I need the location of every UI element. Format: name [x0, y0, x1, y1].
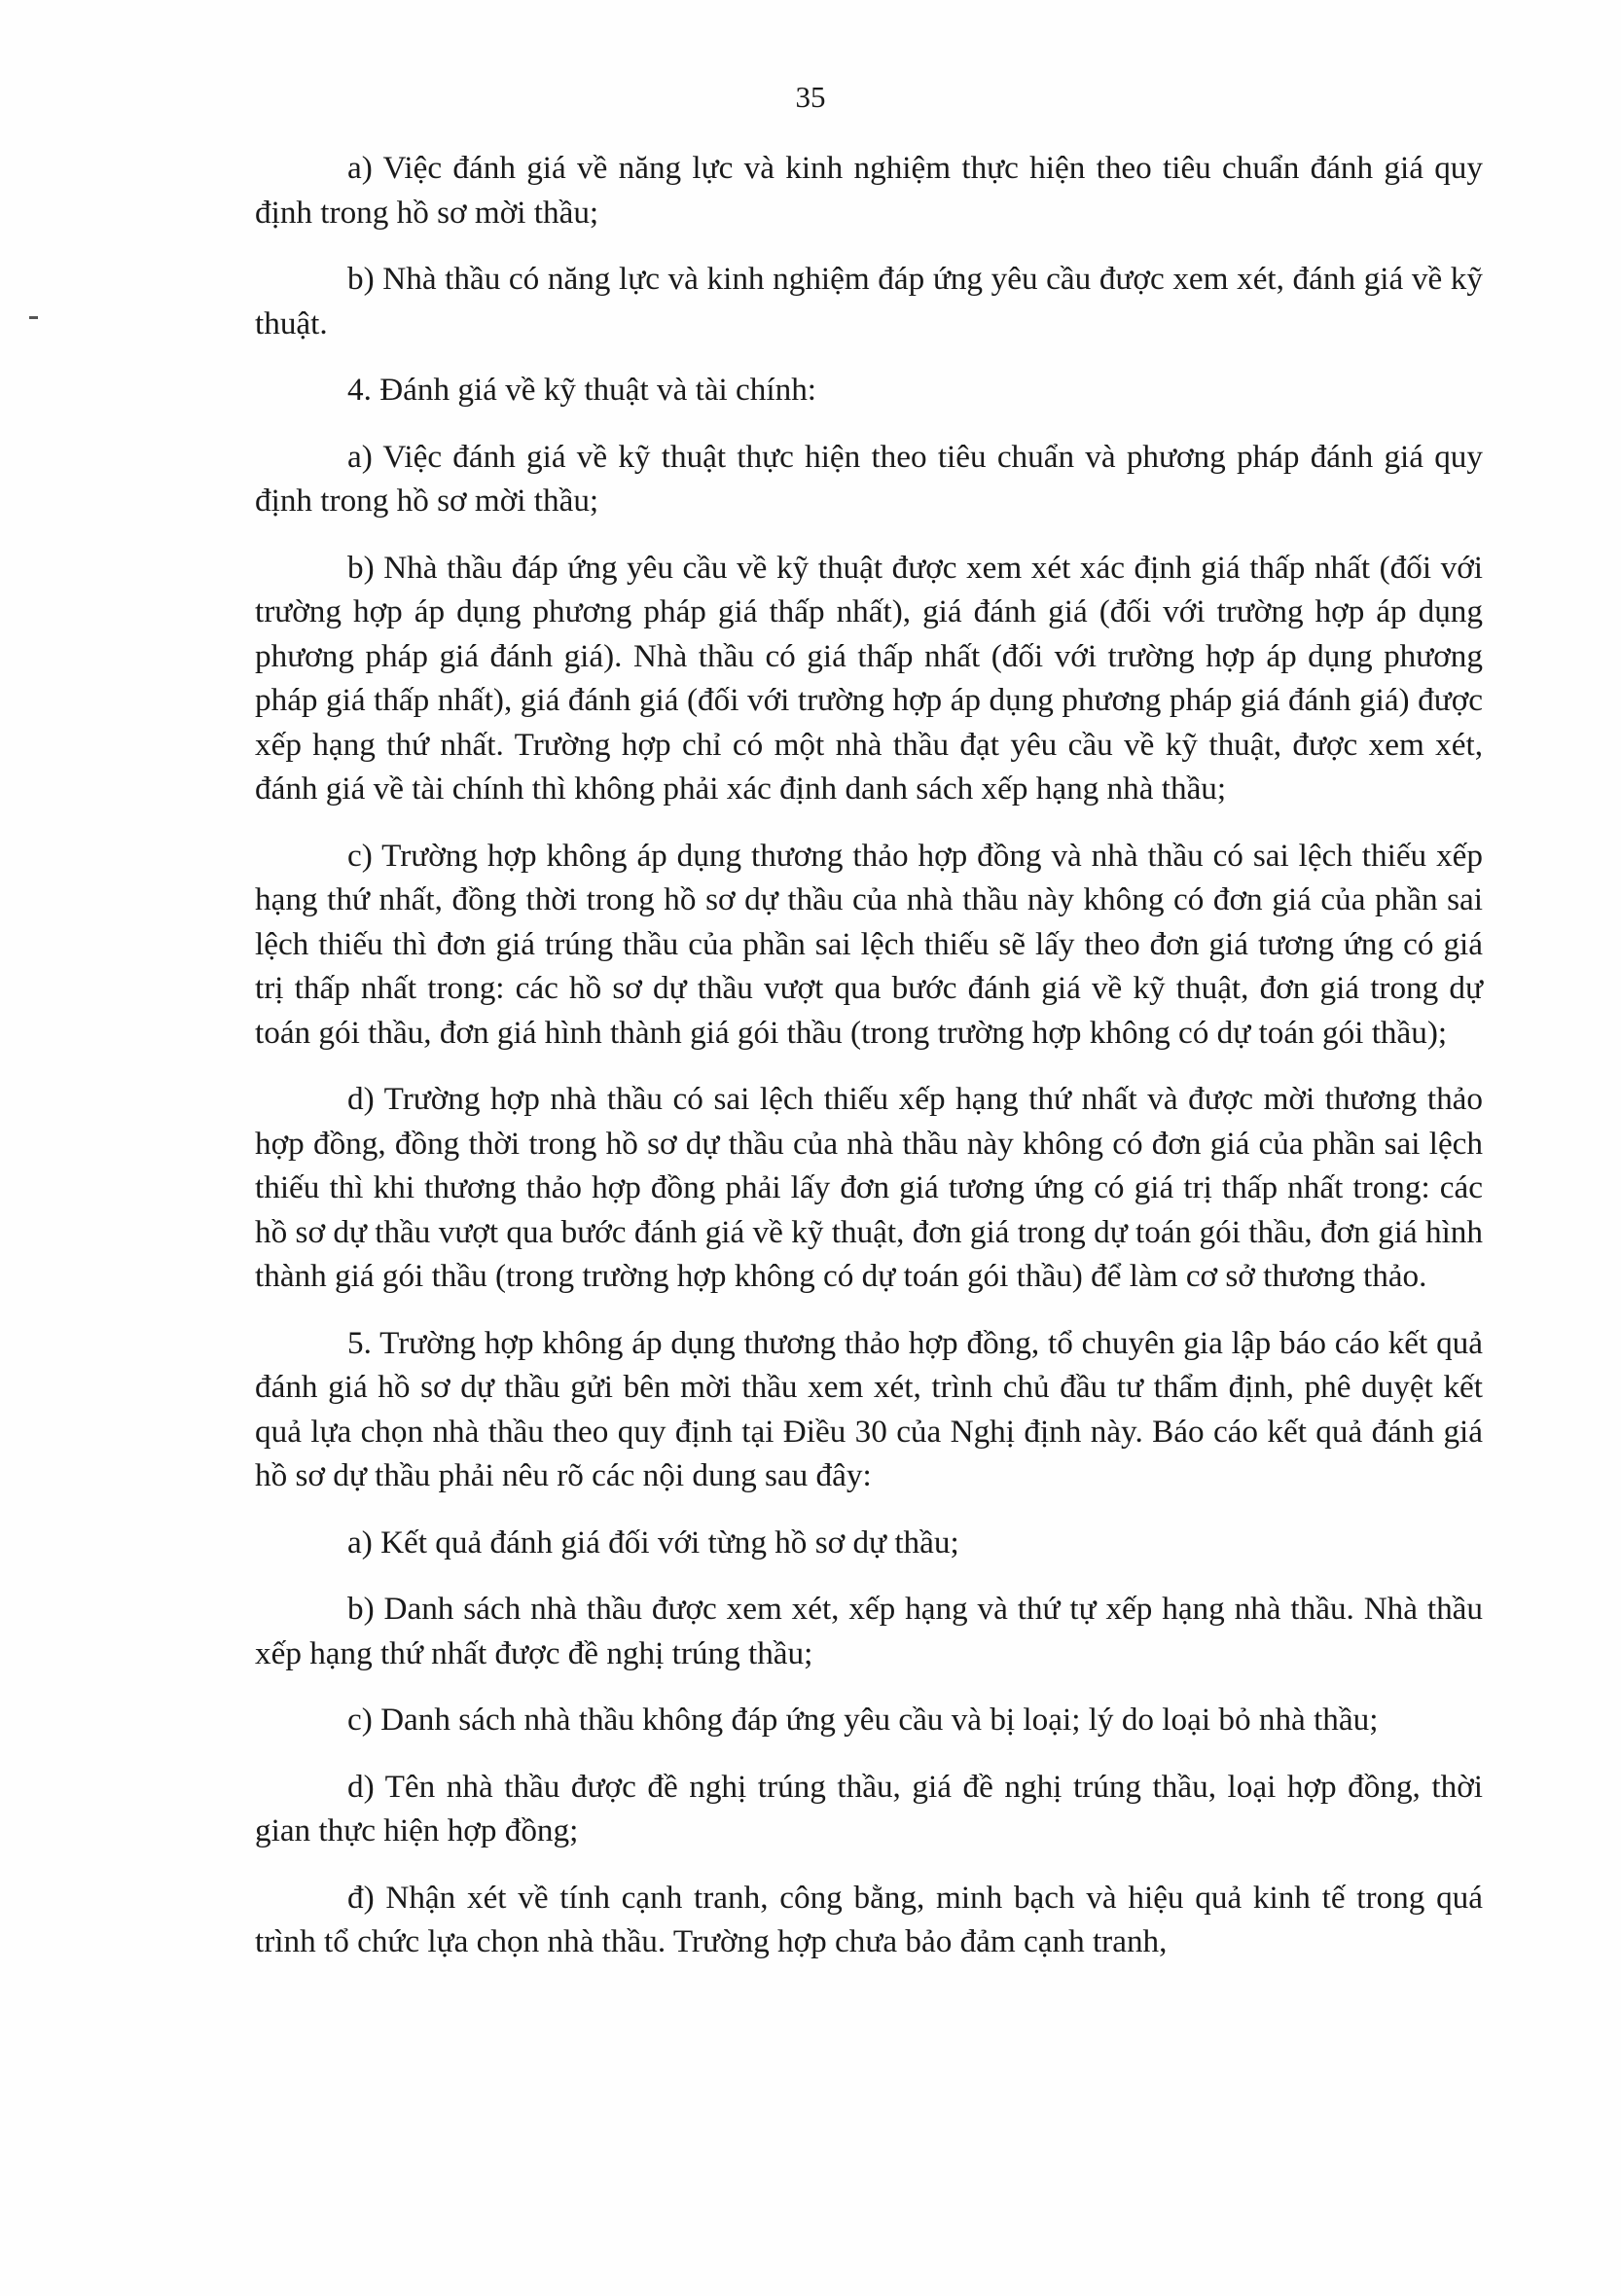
paragraph: c) Trường hợp không áp dụng thương thảo hợp đồng và nhà thầu có sai lệch thiếu xếp hạng thứ nhất, đồng thời trong hồ sơ dự thầu của nhà thầu này không có đơn giá của phần sai lệch thiếu thì đơn giá trúng thầu của phần sai lệch thiếu sẽ lấy theo đơn giá tương ứng có giá trị thấp nhất trong: các hồ sơ dự thầu vượt qua bước đánh giá về kỹ thuật, đơn giá trong dự toán gói thầu, đơn giá hình thành giá gói thầu (trong trường hợp không có dự toán gói thầu); [255, 837, 1483, 1051]
document-body [255, 146, 1483, 1987]
paragraph: a) Việc đánh giá về kỹ thuật thực hiện theo tiêu chuẩn và phương pháp đánh giá quy định trong hồ sơ mời thầu; [255, 438, 1483, 519]
section-heading: 4. Đánh giá về kỹ thuật và tài chính: [347, 372, 817, 408]
paragraph: đ) Nhận xét về tính cạnh tranh, công bằng, minh bạch và hiệu quả kinh tế trong quá trình tổ chức lựa chọn nhà thầu. Trường hợp chưa bảo đảm cạnh tranh, [255, 1879, 1483, 1959]
page-number: 35 [795, 80, 826, 114]
margin-mark [29, 316, 38, 319]
paragraph: b) Nhà thầu đáp ứng yêu cầu về kỹ thuật được xem xét xác định giá thấp nhất (đối với trường hợp áp dụng phương pháp giá thấp nhất), giá đánh giá (đối với trường hợp áp dụng phương pháp giá đánh giá). Nhà thầu có giá thấp nhất (đối với trường hợp áp dụng phương pháp giá thấp nhất), giá đánh giá (đối với trường hợp áp dụng phương pháp giá đánh giá) được xếp hạng thứ nhất. Trường hợp chỉ có một nhà thầu đạt yêu cầu về kỹ thuật, được xem xét, đánh giá về tài chính thì không phải xác định danh sách xếp hạng nhà thầu; [255, 549, 1483, 807]
paragraph: d) Tên nhà thầu được đề nghị trúng thầu, giá đề nghị trúng thầu, loại hợp đồng, thời gian thực hiện hợp đồng; [255, 1768, 1483, 1848]
paragraph: 5. Trường hợp không áp dụng thương thảo hợp đồng, tổ chuyên gia lập báo cáo kết quả đánh giá hồ sơ dự thầu gửi bên mời thầu xem xét, trình chủ đầu tư thẩm định, phê duyệt kết quả lựa chọn nhà thầu theo quy định tại Điều 30 của Nghị định này. Báo cáo kết quả đánh giá hồ sơ dự thầu phải nêu rõ các nội dung sau đây: [255, 1324, 1483, 1493]
paragraph: a) Việc đánh giá về năng lực và kinh nghiệm thực hiện theo tiêu chuẩn đánh giá quy định trong hồ sơ mời thầu; [255, 150, 1483, 231]
paragraph: b) Nhà thầu có năng lực và kinh nghiệm đáp ứng yêu cầu được xem xét, đánh giá về kỹ thuật. [255, 261, 1483, 341]
paragraph: b) Danh sách nhà thầu được xem xét, xếp hạng và thứ tự xếp hạng nhà thầu. Nhà thầu xếp hạng thứ nhất được đề nghị trúng thầu; [255, 1591, 1483, 1671]
paragraph: a) Kết quả đánh giá đối với từng hồ sơ dự thầu; [347, 1524, 959, 1561]
paragraph: c) Danh sách nhà thầu không đáp ứng yêu cầu và bị loại; lý do loại bỏ nhà thầu; [347, 1702, 1379, 1738]
paragraph: d) Trường hợp nhà thầu có sai lệch thiếu xếp hạng thứ nhất và được mời thương thảo hợp đồng, đồng thời trong hồ sơ dự thầu của nhà thầu này không có đơn giá của phần sai lệch thiếu thì khi thương thảo hợp đồng phải lấy đơn giá tương ứng có giá trị thấp nhất trong: các hồ sơ dự thầu vượt qua bước đánh giá về kỹ thuật, đơn giá trong dự toán gói thầu, đơn giá hình thành giá gói thầu (trong trường hợp không có dự toán gói thầu) để làm cơ sở thương thảo. [255, 1081, 1483, 1294]
